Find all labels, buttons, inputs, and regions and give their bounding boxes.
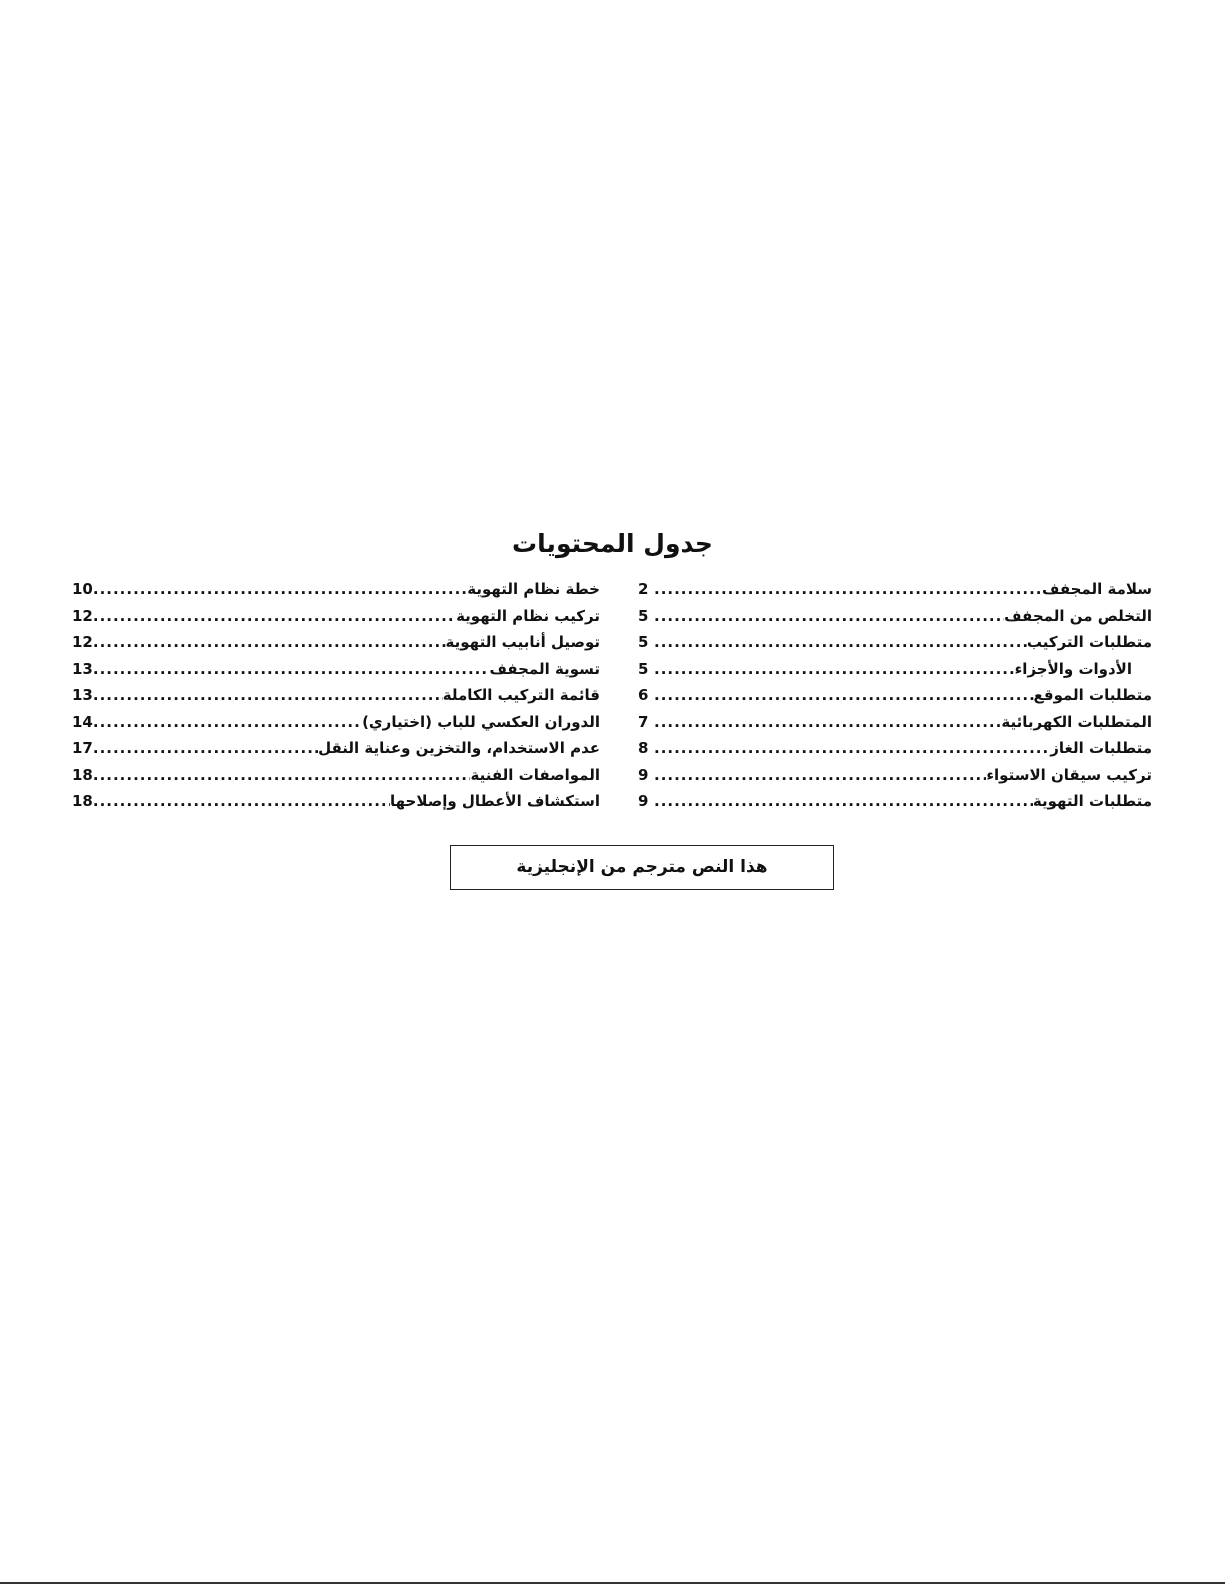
toc-column-left [72,576,600,815]
toc-entry-label: تركيب سيقان الاستواء [986,765,1152,784]
toc-page-number: 2 [638,580,649,598]
toc-entry-installation-requirements[interactable] [638,629,1152,656]
translation-notice-text: هذا النص مترجم من الإنجليزية [516,857,768,877]
toc-entry-label: قائمة التركيب الكاملة [442,686,600,704]
toc-entry-label: تركيب نظام التهوية [456,606,600,625]
toc-entry-label: عدم الاستخدام، والتخزين وعناية النقل [318,739,600,757]
toc-entry-storage-care[interactable] [72,735,600,762]
toc-page-number: 5 [638,633,649,651]
bottom-divider [0,1582,1225,1584]
dot-leader [654,576,1042,603]
dot-leader [93,656,490,683]
toc-page-number: 7 [638,712,649,731]
dot-leader [654,656,1015,683]
toc-page-number: 9 [638,765,649,784]
toc-entry-vent-system-install[interactable] [72,603,600,630]
toc-entry-label: الدوران العكسي للباب (اختياري) [362,712,600,731]
toc-entry-label: التخلص من المجفف [1004,606,1152,625]
toc-entry-label: المتطلبات الكهربائية [1001,712,1152,731]
toc-entry-door-reversal[interactable] [72,709,600,736]
toc-page-number: 14 [72,712,93,731]
toc-entry-gas-requirements[interactable] [638,735,1152,762]
toc-page-number: 18 [72,765,93,784]
toc-entry-location-requirements[interactable] [638,682,1152,709]
toc-entry-label: توصيل أنابيب التهوية [445,633,600,651]
dot-leader [93,629,446,656]
toc-page-number: 13 [72,686,93,704]
dot-leader [654,682,1034,709]
dot-leader [654,788,1033,815]
toc-page-number: 5 [638,659,649,678]
toc-page-number: 18 [72,792,93,810]
toc-title: جدول المحتويات [512,529,713,558]
toc-entry-dryer-safety[interactable] [638,576,1152,603]
toc-entry-label: متطلبات الموقع [1033,686,1152,704]
toc-entry-venting-requirements[interactable] [638,788,1152,815]
dot-leader [654,709,1001,736]
toc-entry-specifications[interactable] [72,762,600,789]
toc-entry-dryer-disposal[interactable] [638,603,1152,630]
dot-leader [93,682,443,709]
toc-entry-venting-plan[interactable] [72,576,600,603]
toc-page-number: 12 [72,606,93,625]
dot-leader [93,603,456,630]
toc-entry-label: متطلبات التركيب [1026,633,1152,651]
dot-leader [654,629,1027,656]
toc-entry-connect-vent[interactable] [72,629,600,656]
dot-leader [93,576,467,603]
toc-entry-label: المواصفات الفنية [470,765,600,784]
toc-entry-label: متطلبات التهوية [1032,792,1152,810]
toc-page-number: 10 [72,580,93,598]
toc-entry-label: سلامة المجفف [1041,580,1152,598]
dot-leader [93,762,471,789]
toc-entry-label: متطلبات الغاز [1050,739,1152,757]
toc-entry-leveling-legs[interactable] [638,762,1152,789]
toc-entry-installation-checklist[interactable] [72,682,600,709]
toc-entry-level-dryer[interactable] [72,656,600,683]
dot-leader [93,735,318,762]
toc-page-number: 9 [638,792,649,810]
toc-page-number: 12 [72,633,93,651]
toc-column-right [638,576,1152,815]
dot-leader [654,603,1004,630]
toc-entry-label: الأدوات والأجزاء [1014,659,1132,678]
translation-notice-box [450,845,834,890]
toc-entry-tools-and-parts[interactable] [638,656,1152,683]
toc-entry-label: خطة نظام التهوية [467,580,600,598]
toc-page-number: 8 [638,739,649,757]
toc-entry-label: استكشاف الأعطال وإصلاحها [389,792,600,810]
toc-page-number: 5 [638,606,649,625]
dot-leader [93,709,362,736]
toc-page-number: 17 [72,739,93,757]
dot-leader [654,735,1050,762]
toc-entry-label: تسوية المجفف [489,659,600,678]
dot-leader [93,788,390,815]
dot-leader [654,762,986,789]
toc-page-number: 13 [72,659,93,678]
toc-page-number: 6 [638,686,649,704]
toc-entry-troubleshooting[interactable] [72,788,600,815]
toc-entry-electrical-requirements[interactable] [638,709,1152,736]
